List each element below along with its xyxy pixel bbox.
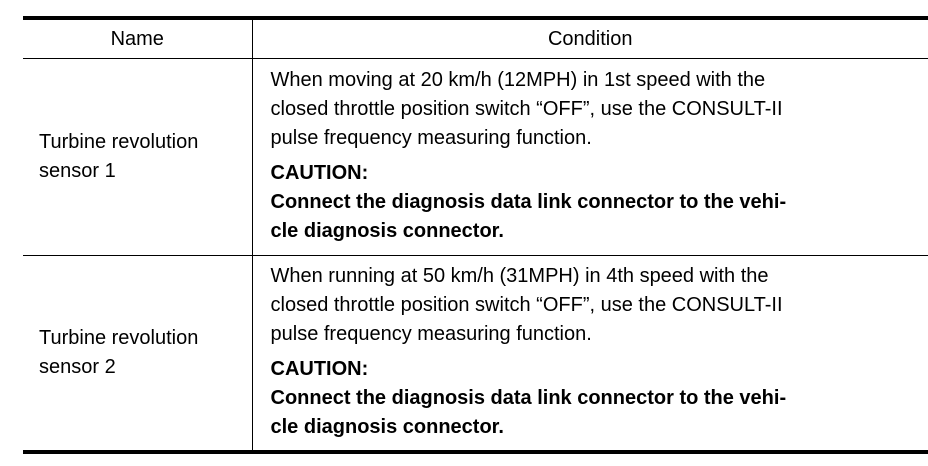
caution-label: CAUTION: xyxy=(270,162,369,184)
caution-line: Connect the diagnosis data link connector to the vehi- xyxy=(270,386,787,409)
caution-line: cle diagnosis connector. xyxy=(270,415,504,438)
caution-label: CAUTION: xyxy=(270,357,369,380)
inspection-table xyxy=(23,16,928,454)
condition-line: closed throttle position switch “OFF”, use the CONSULT-II xyxy=(270,98,783,120)
header-name: Name xyxy=(23,18,252,59)
condition-cell xyxy=(252,59,928,256)
caution-line: cle diagnosis connector. xyxy=(270,220,504,242)
caution-line: Connect the diagnosis data link connector to the vehi- xyxy=(270,191,787,213)
table-body xyxy=(23,59,928,452)
header-condition: Condition xyxy=(252,18,928,59)
sensor-name-line: sensor 2 xyxy=(39,355,116,378)
sensor-name-line: sensor 1 xyxy=(39,160,116,182)
condition-line: pulse frequency measuring function. xyxy=(270,127,592,149)
condition-line: pulse frequency measuring function. xyxy=(270,322,592,345)
sensor-name-line: Turbine revolution xyxy=(39,131,199,153)
condition-line: closed throttle position switch “OFF”, use the CONSULT-II xyxy=(270,293,783,316)
table-header xyxy=(23,18,928,59)
table-row xyxy=(23,256,928,452)
condition-line: When running at 50 km/h (31MPH) in 4th speed with the xyxy=(270,264,769,287)
sensor-name-cell xyxy=(23,59,252,256)
condition-line: When moving at 20 km/h (12MPH) in 1st speed with the xyxy=(270,69,766,91)
condition-cell xyxy=(252,256,928,452)
sensor-name-cell xyxy=(23,256,252,452)
header-row xyxy=(23,18,928,59)
sensor-name-line: Turbine revolution xyxy=(39,326,199,349)
table-row xyxy=(23,59,928,256)
